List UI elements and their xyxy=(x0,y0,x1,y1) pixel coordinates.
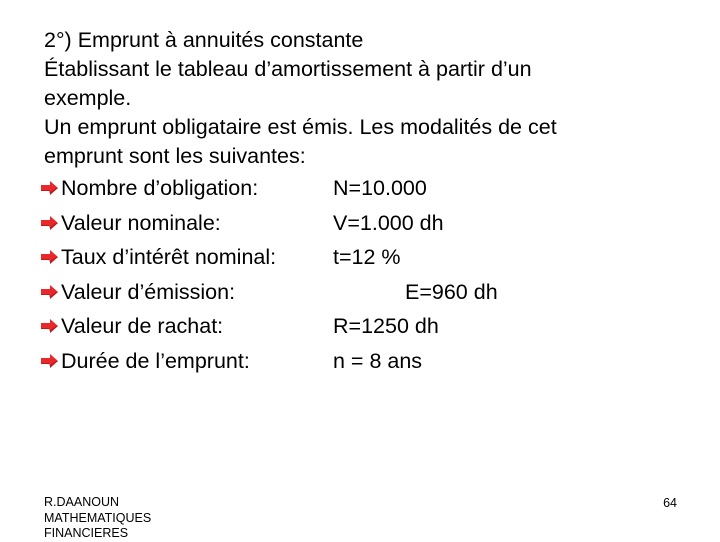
list-item xyxy=(44,344,684,379)
list-item xyxy=(44,240,684,275)
item-label: Valeur de rachat: xyxy=(61,314,224,338)
item-label: Valeur nominale: xyxy=(61,210,221,235)
item-value: N=10.000 xyxy=(333,176,427,200)
list-item xyxy=(44,309,684,344)
page-number: 64 xyxy=(663,496,677,510)
item-label: Nombre d’obligation: xyxy=(61,176,259,200)
red-arrow-icon xyxy=(41,250,59,264)
paragraph-line: emprunt sont les suivantes: xyxy=(44,144,306,168)
red-arrow-icon xyxy=(41,319,59,333)
paragraph-line: Un emprunt obligataire est émis. Les modalités de cet xyxy=(44,115,557,139)
item-value: V=1.000 dh xyxy=(333,210,444,235)
red-arrow-icon xyxy=(41,354,59,368)
list-item xyxy=(44,275,684,310)
list-item xyxy=(44,171,684,206)
paragraph-line: exemple. xyxy=(44,86,132,110)
item-value: n = 8 ans xyxy=(333,348,423,373)
list-item xyxy=(44,206,684,241)
red-arrow-icon xyxy=(41,285,59,299)
loan-parameters-list xyxy=(44,171,684,378)
slide-heading: 2°) Emprunt à annuités constante xyxy=(44,28,364,52)
item-value: E=960 dh xyxy=(405,279,498,304)
red-arrow-icon xyxy=(41,216,59,230)
footer-author-line: R.DAANOUN xyxy=(44,495,120,509)
item-value: R=1250 dh xyxy=(333,314,439,338)
footer-author xyxy=(44,495,244,542)
item-label: Valeur d’émission: xyxy=(61,279,236,304)
red-arrow-icon xyxy=(41,181,59,195)
footer-author-line: MATHEMATIQUES xyxy=(44,510,152,525)
item-label: Taux d’intérêt nominal: xyxy=(61,245,277,269)
item-label: Durée de l’emprunt: xyxy=(61,348,250,373)
slide-content xyxy=(44,26,684,378)
footer-author-line: FINANCIERES xyxy=(44,526,129,540)
item-value: t=12 % xyxy=(333,245,401,269)
paragraph-line: Établissant le tableau d’amortissement à partir d’un xyxy=(44,57,532,81)
